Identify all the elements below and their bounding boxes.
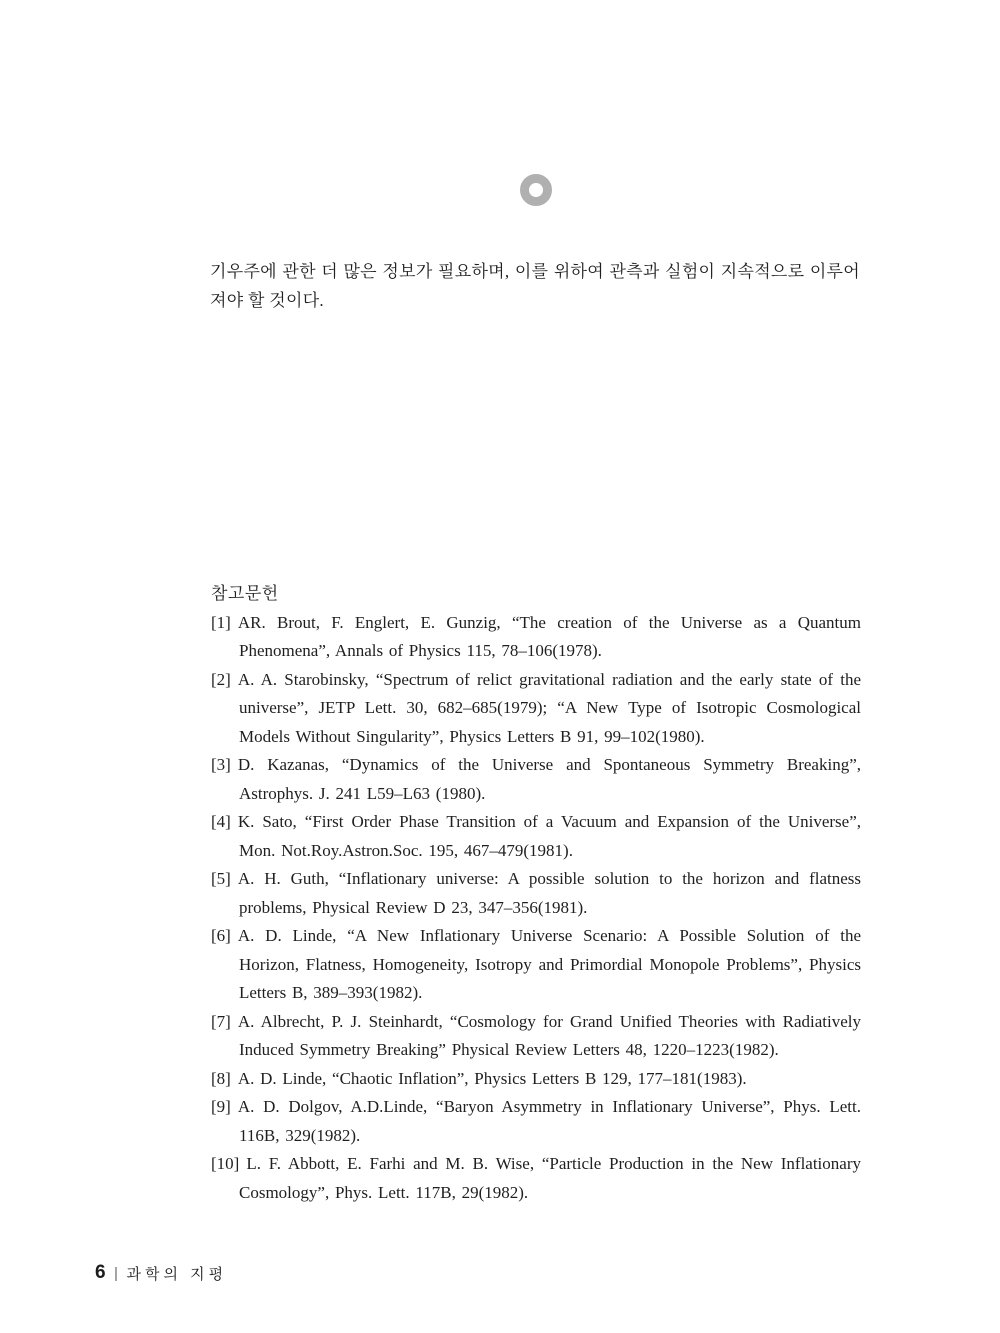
reference-list [211, 609, 861, 1208]
reference-item [211, 1008, 861, 1065]
publication-name: 과학의 지평 [126, 1265, 228, 1283]
reference-item [211, 751, 861, 808]
reference-marker: [4] [211, 812, 231, 831]
reference-marker: [9] [211, 1097, 231, 1116]
reference-text: A. D. Linde, “A New Inflationary Universe Scenario: A Possible Solution of the Horizon, Flatness, Homogeneity, Isotropy and Primordial Monopole Problems”, Physics Letters B, 389–393(1982). [237, 926, 861, 1002]
reference-text: D. Kazanas, “Dynamics of the Universe and Spontaneous Symmetry Breaking”, Astrophys. J. 241 L59–L63 (1980). [237, 755, 861, 803]
reference-marker: [8] [211, 1068, 231, 1088]
reference-item [211, 865, 861, 922]
reference-marker: [5] [211, 869, 231, 888]
reference-item [211, 666, 861, 752]
reference-item [211, 1093, 861, 1150]
footer-separator: | [114, 1264, 117, 1282]
reference-text: A. A. Starobinsky, “Spectrum of relict gravitational radiation and the early state of the universe”, JETP Lett. 30, 682–685(1979); “A New Type of Isotropic Cosmological Models Without Singularity”, Physics Letters B 91, 99–102(1980). [237, 669, 861, 746]
reference-marker: [1] [211, 612, 231, 632]
reference-text: A. D. Linde, “Chaotic Inflation”, Physics Letters B 129, 177–181(1983). [237, 1068, 747, 1088]
reference-marker: [10] [211, 1154, 240, 1173]
reference-text: A. Albrecht, P. J. Steinhardt, “Cosmology for Grand Unified Theories with Radiatively Induced Symmetry Breaking” Physical Review Letters 48, 1220–1223(1982). [237, 1011, 861, 1059]
page-number: 6 [95, 1262, 106, 1283]
page-footer [95, 1262, 227, 1284]
reference-text: L. F. Abbott, E. Farhi and M. B. Wise, “Particle Production in the New Inflationary Cosmology”, Phys. Lett. 117B, 29(1982). [239, 1154, 861, 1202]
reference-item [211, 609, 861, 666]
reference-marker: [7] [211, 1011, 231, 1031]
reference-item [211, 922, 861, 1008]
reference-marker: [6] [211, 926, 231, 945]
reference-item [211, 808, 861, 865]
reference-text: A. H. Guth, “Inflationary universe: A possible solution to the horizon and flatness problems, Physical Review D 23, 347–356(1981). [237, 869, 861, 917]
intro-paragraph: 기우주에 관한 더 많은 정보가 필요하며, 이를 위하여 관측과 실험이 지속적으로 이루어져야 할 것이다. [210, 262, 860, 310]
reference-text: A. D. Dolgov, A.D.Linde, “Baryon Asymmetry in Inflationary Universe”, Phys. Lett. 116B, 329(1982). [237, 1097, 861, 1145]
ring-ornament-icon [520, 174, 552, 206]
reference-marker: [3] [211, 755, 231, 774]
references-section [211, 580, 861, 1207]
reference-text: AR. Brout, F. Englert, E. Gunzig, “The creation of the Universe as a Quantum Phenomena”, Annals of Physics 115, 78–106(1978). [237, 612, 861, 660]
reference-marker: [2] [211, 669, 231, 689]
reference-item [211, 1150, 861, 1207]
reference-text: K. Sato, “First Order Phase Transition of a Vacuum and Expansion of the Universe”, Mon. Not.Roy.Astron.Soc. 195, 467–479(1981). [237, 812, 861, 860]
references-heading: 참고문헌 [211, 584, 279, 603]
reference-item [211, 1065, 861, 1094]
